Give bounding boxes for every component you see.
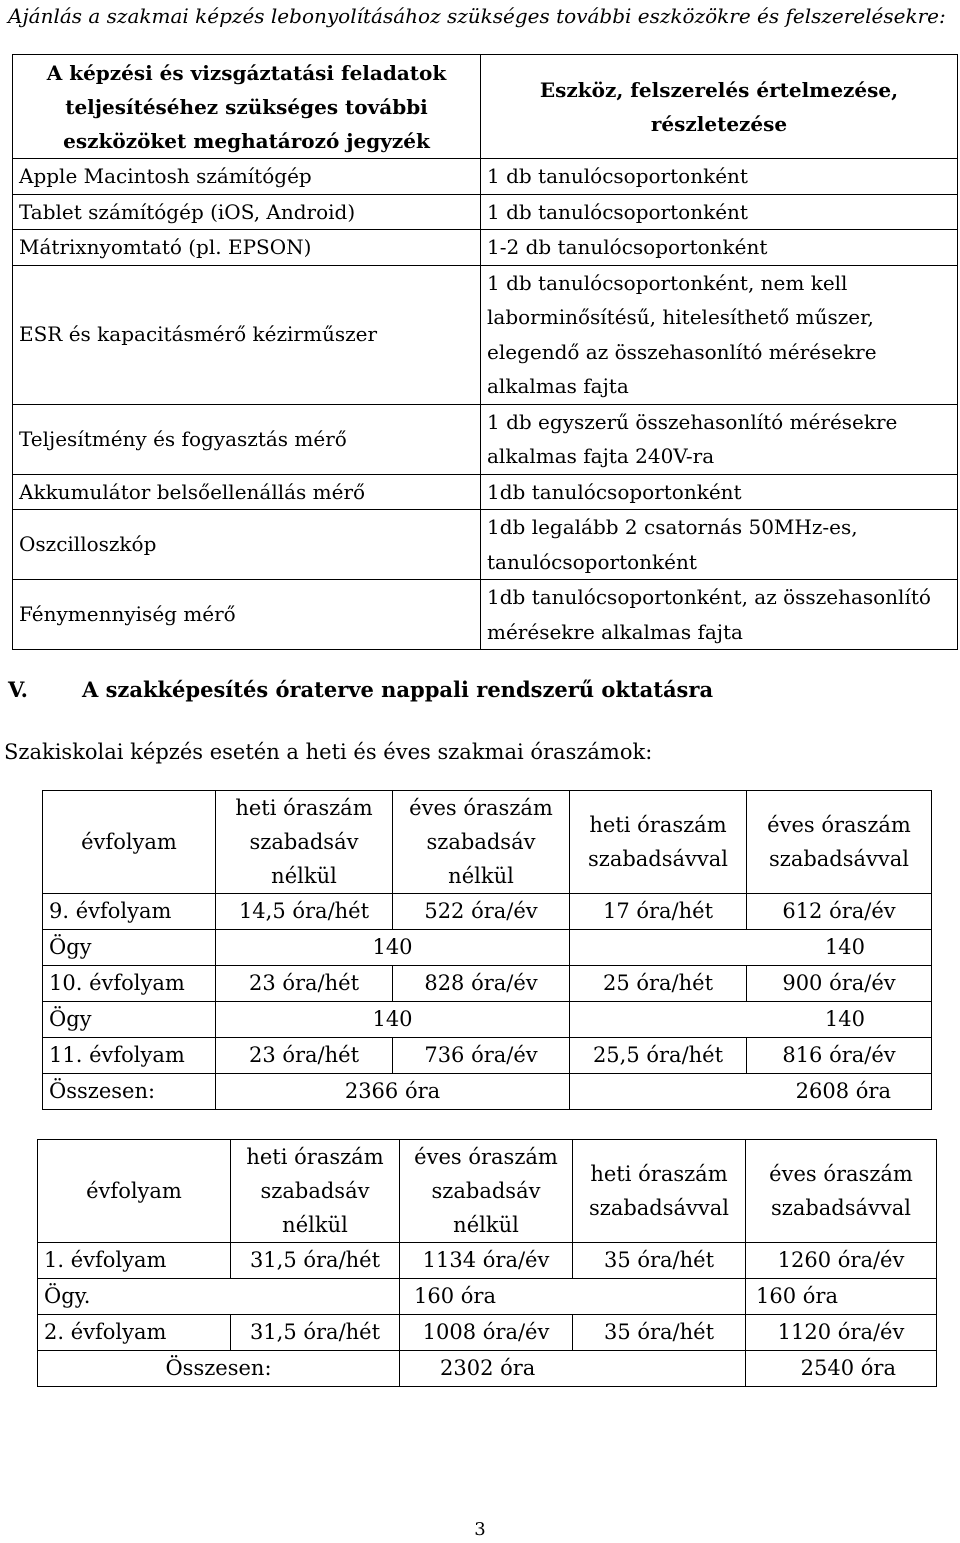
hours-total-row (38, 1351, 937, 1387)
hours-header-row (38, 1140, 937, 1243)
cell-grade: 10. évfolyam (43, 966, 216, 1002)
hours-table-secondary (37, 1139, 937, 1387)
cell-grade: 1. évfolyam (38, 1243, 231, 1279)
equipment-detail: 1db tanulócsoportonként (481, 474, 958, 510)
cell-weekly-with: 25,5 óra/hét (570, 1038, 747, 1074)
hours-row (43, 930, 932, 966)
page-number: 3 (474, 1519, 486, 1540)
header-weekly-with: heti óraszám szabadsávval (570, 791, 747, 894)
equipment-item: Mátrixnyomtató (pl. EPSON) (13, 230, 481, 266)
equipment-detail: 1 db egyszerű összehasonlító mérésekre alkalmas fajta 240V-ra (481, 404, 958, 474)
header-grade: évfolyam (38, 1140, 231, 1243)
hours-row (38, 1315, 937, 1351)
equipment-table (12, 54, 958, 650)
equipment-row (13, 230, 958, 266)
hours-row (43, 1038, 932, 1074)
equipment-detail: 1-2 db tanulócsoportonként (481, 230, 958, 266)
cell-weekly-with: 35 óra/hét (573, 1243, 746, 1279)
cell-weekly-without: 23 óra/hét (216, 1038, 393, 1074)
section-title: A szakképesítés óraterve nappali rendszerű oktatásra (82, 677, 714, 702)
equipment-item: Apple Macintosh számítógép (13, 159, 481, 195)
cell-yearly-with: 900 óra/év (747, 966, 932, 1002)
section-heading (8, 672, 713, 708)
equipment-row (13, 580, 958, 650)
cell-weekly-with: 25 óra/hét (570, 966, 747, 1002)
cell-yearly-with: 1260 óra/év (746, 1243, 937, 1279)
section-number: V. (8, 677, 28, 702)
cell-total-with: 2608 óra (570, 1074, 932, 1110)
equipment-item: ESR és kapacitásmérő kézirműszer (13, 265, 481, 404)
cell-yearly-with: 140 (570, 930, 932, 966)
equipment-item: Akkumulátor belsőellenállás mérő (13, 474, 481, 510)
cell-grade: Ögy. (38, 1279, 400, 1315)
subtitle: Szakiskolai képzés esetén a heti és éves szakmai óraszámok: (4, 740, 653, 764)
hours-row (43, 966, 932, 1002)
equipment-row (13, 510, 958, 580)
cell-yearly-without: 522 óra/év (393, 894, 570, 930)
equipment-item: Fénymennyiség mérő (13, 580, 481, 650)
equipment-detail: 1db legalább 2 csatornás 50MHz-es, tanulócsoportonként (481, 510, 958, 580)
cell-grade: 2. évfolyam (38, 1315, 231, 1351)
cell-grade: Ögy (43, 930, 216, 966)
header-yearly-without: éves óraszám szabadsáv nélkül (393, 791, 570, 894)
cell-weekly-without: 31,5 óra/hét (231, 1315, 400, 1351)
header-yearly-without: éves óraszám szabadsáv nélkül (400, 1140, 573, 1243)
hours-row (38, 1279, 937, 1315)
intro-text: Ajánlás a szakmai képzés lebonyolításához szükséges további eszközökre és felszerelésekre: (8, 4, 946, 28)
cell-total-label: Összesen: (38, 1351, 400, 1387)
cell-yearly-without: 1008 óra/év (400, 1315, 573, 1351)
equipment-row (13, 474, 958, 510)
cell-total-without: 2302 óra (400, 1351, 746, 1387)
cell-yearly-with: 816 óra/év (747, 1038, 932, 1074)
cell-weekly-without: 23 óra/hét (216, 966, 393, 1002)
cell-yearly-without: 736 óra/év (393, 1038, 570, 1074)
equipment-header-left: A képzési és vizsgáztatási feladatok teljesítéséhez szükséges további eszközöket meghatározó jegyzék (13, 55, 481, 159)
header-yearly-with: éves óraszám szabadsávval (746, 1140, 937, 1243)
cell-yearly-without: 1134 óra/év (400, 1243, 573, 1279)
cell-yearly-with: 160 óra (746, 1279, 937, 1315)
header-weekly-without: heti óraszám szabadsáv nélkül (231, 1140, 400, 1243)
header-weekly-with: heti óraszám szabadsávval (573, 1140, 746, 1243)
hours-header-row (43, 791, 932, 894)
cell-yearly-with: 1120 óra/év (746, 1315, 937, 1351)
hours-row (38, 1243, 937, 1279)
cell-total-with: 2540 óra (746, 1351, 937, 1387)
equipment-detail: 1db tanulócsoportonként, az összehasonlító mérésekre alkalmas fajta (481, 580, 958, 650)
equipment-item: Tablet számítógép (iOS, Android) (13, 194, 481, 230)
equipment-detail: 1 db tanulócsoportonként (481, 159, 958, 195)
cell-yearly-without: 828 óra/év (393, 966, 570, 1002)
header-yearly-with: éves óraszám szabadsávval (747, 791, 932, 894)
cell-yearly-without: 160 óra (400, 1279, 746, 1315)
hours-total-row (43, 1074, 932, 1110)
equipment-item: Oszcilloszkóp (13, 510, 481, 580)
equipment-row (13, 265, 958, 404)
cell-total-label: Összesen: (43, 1074, 216, 1110)
cell-grade: 9. évfolyam (43, 894, 216, 930)
equipment-header-right: Eszköz, felszerelés értelmezése, részletezése (481, 55, 958, 159)
cell-yearly-without: 140 (216, 1002, 570, 1038)
cell-weekly-with: 35 óra/hét (573, 1315, 746, 1351)
cell-grade: 11. évfolyam (43, 1038, 216, 1074)
cell-grade: Ögy (43, 1002, 216, 1038)
cell-yearly-with: 140 (570, 1002, 932, 1038)
hours-row (43, 1002, 932, 1038)
equipment-row (13, 194, 958, 230)
header-grade: évfolyam (43, 791, 216, 894)
equipment-header-row (13, 55, 958, 159)
cell-yearly-with: 612 óra/év (747, 894, 932, 930)
cell-yearly-without: 140 (216, 930, 570, 966)
cell-weekly-without: 31,5 óra/hét (231, 1243, 400, 1279)
cell-total-without: 2366 óra (216, 1074, 570, 1110)
hours-table-vocational (42, 790, 932, 1110)
header-weekly-without: heti óraszám szabadsáv nélkül (216, 791, 393, 894)
hours-row (43, 894, 932, 930)
equipment-item: Teljesítmény és fogyasztás mérő (13, 404, 481, 474)
equipment-row (13, 159, 958, 195)
cell-weekly-with: 17 óra/hét (570, 894, 747, 930)
equipment-detail: 1 db tanulócsoportonként (481, 194, 958, 230)
equipment-row (13, 404, 958, 474)
equipment-detail: 1 db tanulócsoportonként, nem kell laborminősítésű, hitelesíthető műszer, elegendő az összehasonlító mérésekre alkalmas fajta (481, 265, 958, 404)
cell-weekly-without: 14,5 óra/hét (216, 894, 393, 930)
